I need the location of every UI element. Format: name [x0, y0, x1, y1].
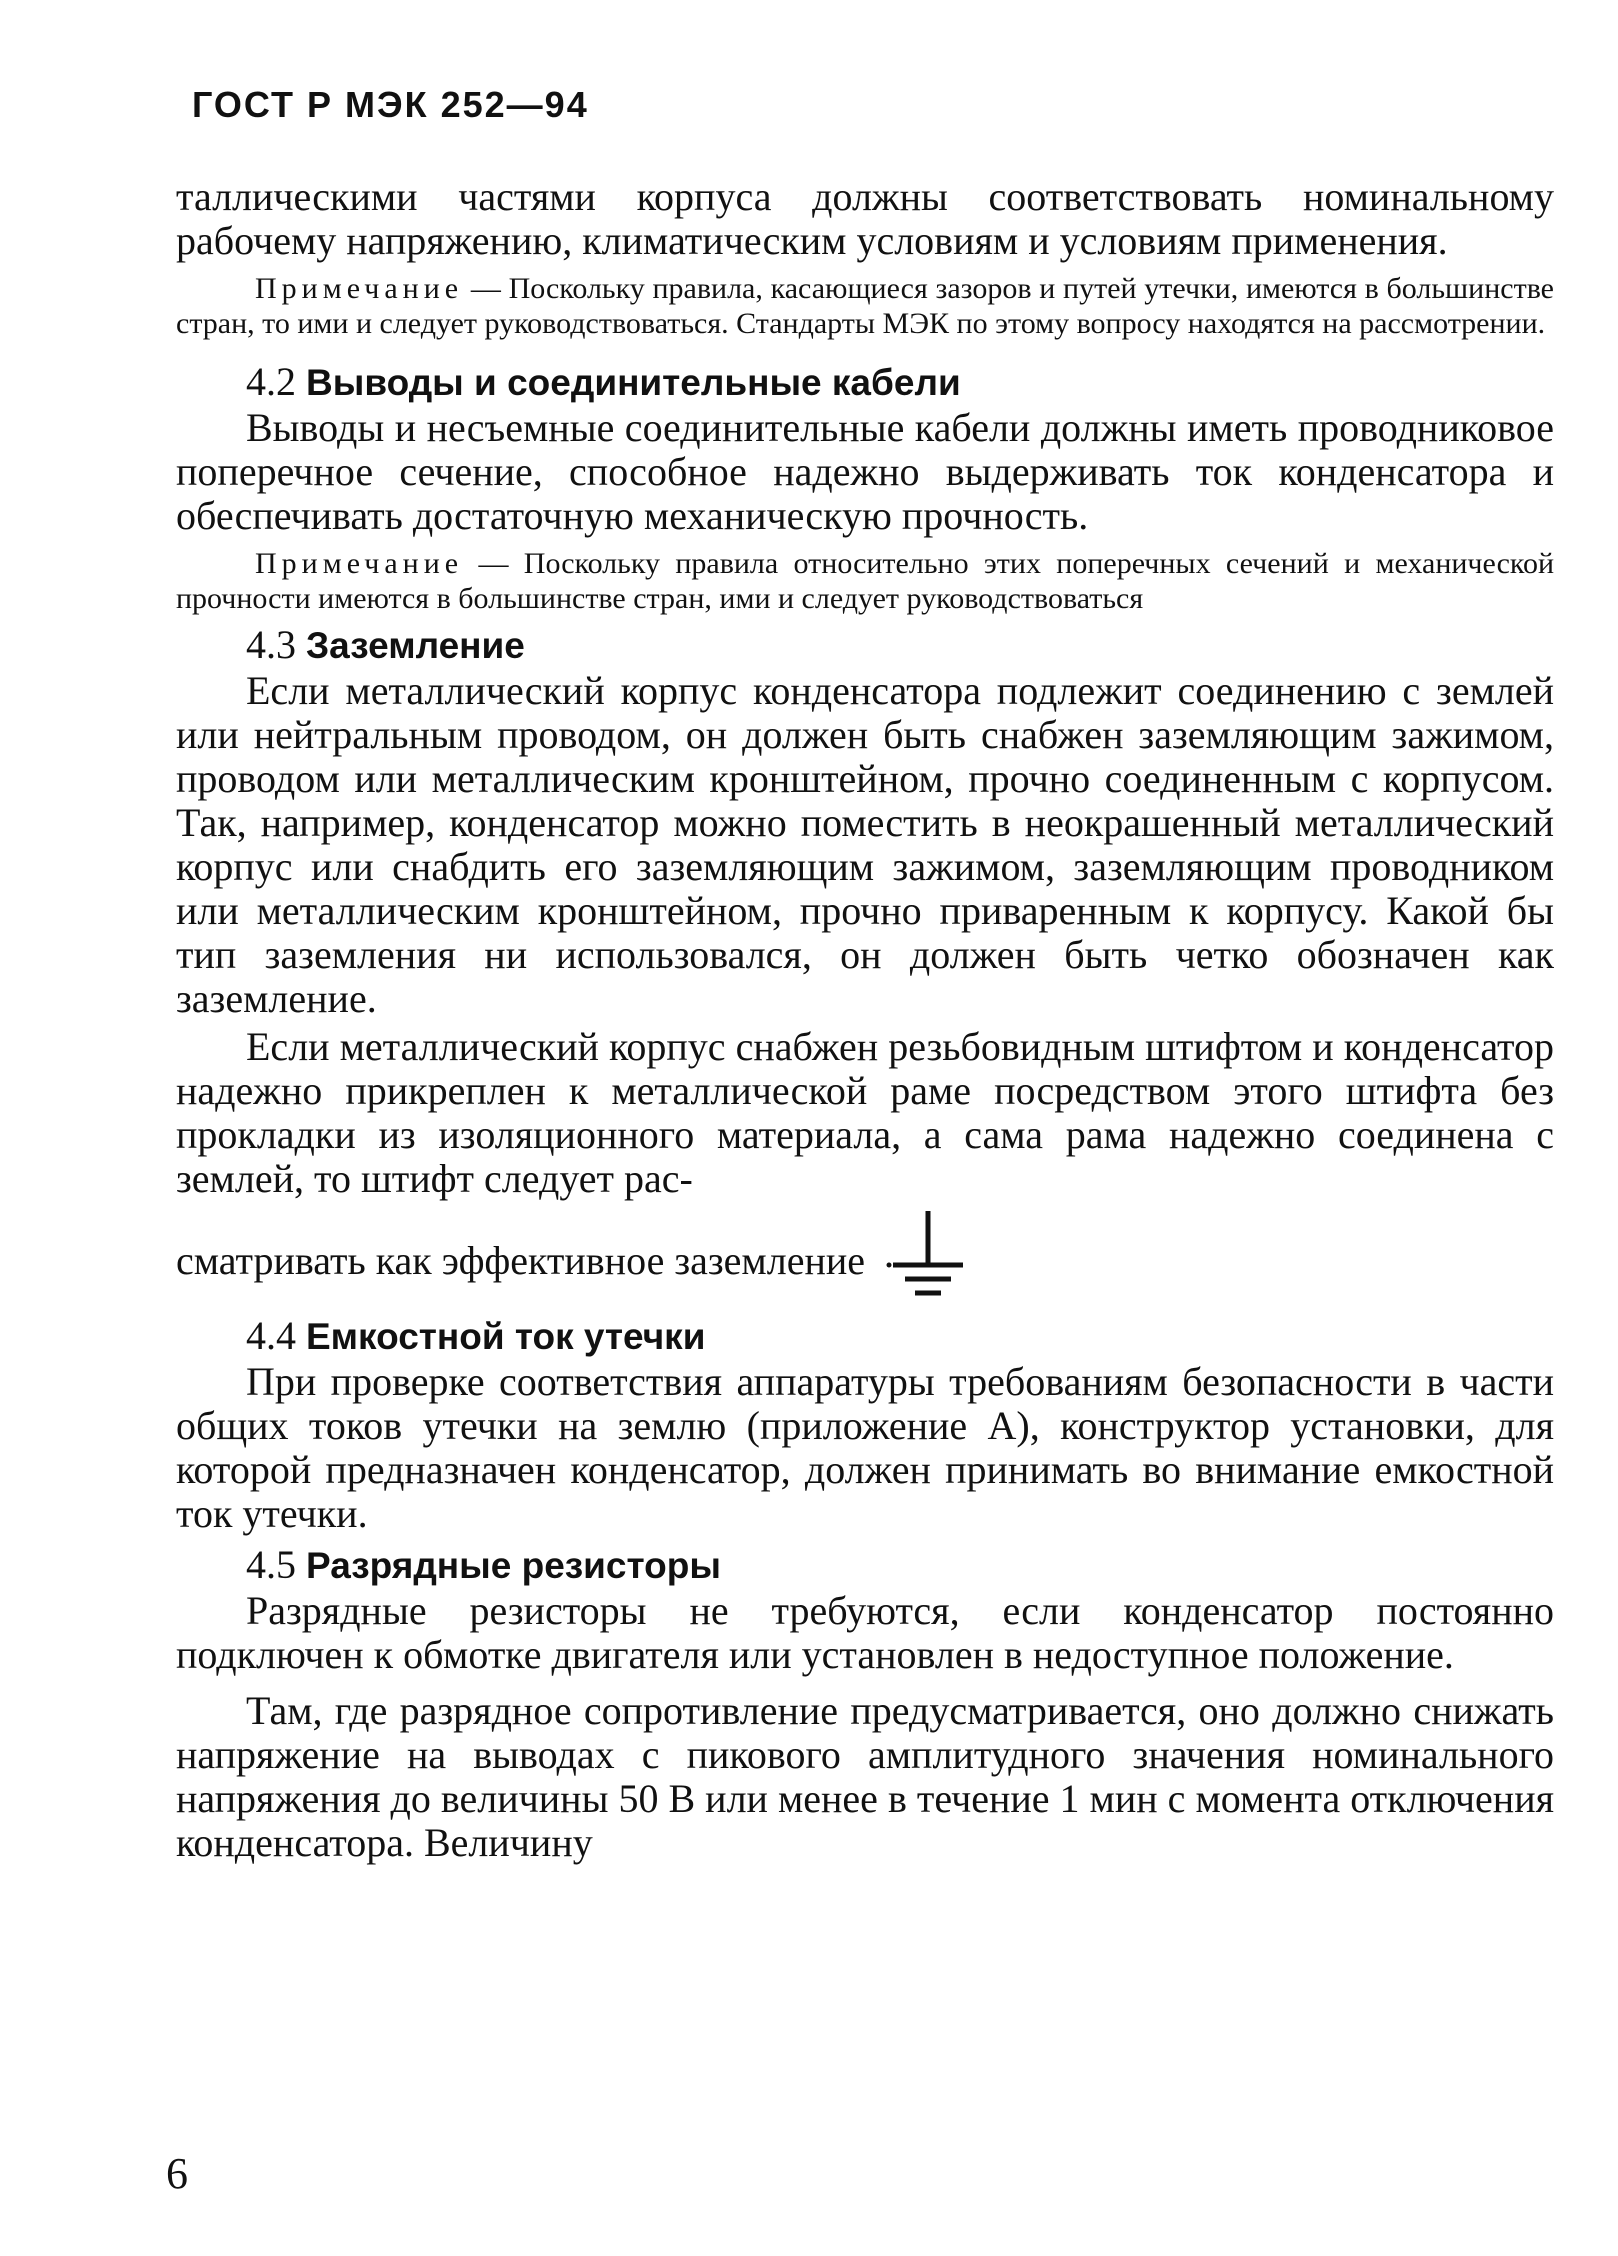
document-header: ГОСТ Р МЭК 252—94: [192, 84, 589, 125]
paragraph-continuation: таллическими частями корпуса должны соответствовать номинальному рабочему напряжению, климатическим условиям и условиям применения.: [176, 174, 1554, 263]
ground-line: [176, 1207, 1554, 1307]
paragraph-leakage-current: При проверке соответствия аппаратуры требованиям безопасности в части общих токов утечки на землю (приложение А), конструктор установки, для которой предназначен конденсатор, должен принимать во внимание емкостной ток утечки.: [176, 1359, 1554, 1536]
section-heading-4-3: [246, 622, 1554, 669]
section-heading-4-5: [246, 1542, 1554, 1589]
section-title: Разрядные резисторы: [306, 1545, 721, 1586]
note-2: [176, 546, 1554, 616]
section-heading-4-2: [246, 359, 1554, 406]
section-number: 4.2: [246, 359, 296, 404]
ground-symbol-icon: [883, 1207, 973, 1307]
section-number: 4.5: [246, 1542, 296, 1587]
paragraph-threaded-stud: Если металлический корпус снабжен резьбовидным штифтом и конденсатор надежно прикреплен к металлической раме посредством этого штифта без прокладки из изоляционного материала, а сама рама надежно соединена с землей, то штифт следует рас-: [176, 1024, 1554, 1201]
paragraph-threaded-stud-end: сматривать как эффективное заземление: [176, 1238, 866, 1283]
note-text: — Поскольку правила относительно этих поперечных сечений и механической прочности имеются в большинстве стран, ими и следует руководствоваться: [176, 547, 1554, 615]
section-title: Заземление: [306, 625, 525, 666]
page-number: 6: [166, 2149, 188, 2198]
paragraph-grounding: Если металлический корпус конденсатора подлежит соединению с землей или нейтральным проводом, он должен быть снабжен заземляющим зажимом, проводом или металлическим кронштейном, прочно соединенным с корпусом. Так, например, конденсатор можно поместить в неокрашенный металлический корпус или снабдить его заземляющим зажимом, заземляющим проводником или металлическим кронштейном, прочно приваренным к корпусу. Какой бы тип заземления ни использовался, он должен быть четко обозначен как заземление.: [176, 668, 1554, 1021]
note-1: [176, 271, 1554, 341]
note-label: Примечание: [255, 272, 464, 305]
paragraph-terminals: Выводы и несъемные соединительные кабели должны иметь проводниковое поперечное сечение, способное надежно выдерживать ток конденсатора и обеспечивать достаточную механическую прочность.: [176, 405, 1554, 538]
section-title: Емкостной ток утечки: [306, 1316, 706, 1357]
document-body: [176, 175, 1554, 1865]
section-number: 4.4: [246, 1313, 296, 1358]
section-number: 4.3: [246, 622, 296, 667]
section-heading-4-4: [246, 1313, 1554, 1360]
note-text: — Поскольку правила, касающиеся зазоров и путей утечки, имеются в большинстве стран, то ими и следует руководствоваться. Стандарты МЭК по этому вопросу находятся на рассмотрении.: [176, 272, 1554, 340]
note-label: Примечание: [255, 547, 464, 580]
paragraph-discharge-resistance: Там, где разрядное сопротивление предусматривается, оно должно снижать напряжение на выводах с пикового амплитудного значения номинального напряжения до величины 50 В или менее в течение 1 мин с момента отключения конденсатора. Величину: [176, 1688, 1554, 1865]
section-title: Выводы и соединительные кабели: [306, 362, 961, 403]
paragraph-discharge-resistors: Разрядные резисторы не требуются, если конденсатор постоянно подключен к обмотке двигателя или установлен в недоступное положение.: [176, 1588, 1554, 1677]
